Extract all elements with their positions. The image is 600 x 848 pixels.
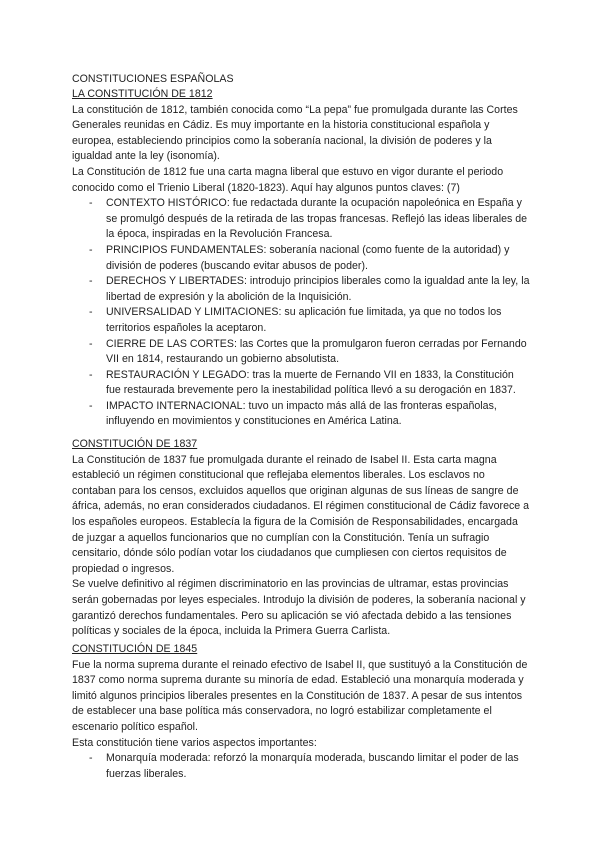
paragraph-1845-main: Fue la norma suprema durante el reinado efectivo de Isabel II, que sustituyó a la Constitución de 1837 como norma suprema durante su minoría de edad. Estableció una monarquía moderada y limitó algunos principios liberales presentes en la Constitución de 1837. A pesar de sus intentos de establecer una base política más conservadora, no logró estabilizar completamente el escenario político español. — [72, 658, 528, 733]
bullet-list-1845 — [72, 751, 530, 782]
section-1837 — [72, 437, 530, 640]
list-item: - DERECHOS Y LIBERTADES: introdujo principios liberales como la igualdad ante la ley, la libertad de expresión y la abolición de la Inquisición. — [72, 274, 530, 305]
document-title: CONSTITUCIONES ESPAÑOLAS — [72, 73, 234, 85]
section-heading-1845: CONSTITUCIÓN DE 1845 — [72, 643, 198, 655]
bullet-list-1812 — [72, 196, 530, 430]
section-heading-1837: CONSTITUCIÓN DE 1837 — [72, 438, 198, 450]
list-item: - Monarquía moderada: reforzó la monarquía moderada, buscando limitar el poder de las fuerzas liberales. — [72, 751, 530, 782]
section-heading-1812: LA CONSTITUCIÓN DE 1812 — [72, 88, 213, 100]
paragraph-1845-intro-list: Esta constitución tiene varios aspectos importantes: — [72, 736, 317, 749]
paragraph-1812-summary: La Constitución de 1812 fue una carta magna liberal que estuvo en vigor durante el periodo conocido como el Trienio Liberal (1820-1823). Aquí hay algunos puntos claves: (7) — [72, 165, 504, 194]
list-item: - IMPACTO INTERNACIONAL: tuvo un impacto más allá de las fronteras españolas, influyendo en movimientos y constituciones en América Latina. — [72, 399, 530, 430]
paragraph-1837-main: La Constitución de 1837 fue promulgada durante el reinado de Isabel II. Esta carta magna estableció un régimen constitucional que reflejaba elementos liberales. Los esclavos no contaban para los censos, excluidos aquellos que originan algunas de sus líneas de sangre de áfrica, además, no eran considerados ciudadanos. El régimen constitucional de Cádiz favorece a los españoles europeos. Establecía la figura de la Comisión de Responsabilidades, encargada de juzgar a aquellos funcionarios que no cumplían con la Constitución. Tenía un sufragio censitario, dónde sólo podían votar los ciudadanos que cumpliesen con ciertos requisitos de propiedad o ingresos. — [72, 453, 530, 575]
list-item: - RESTAURACIÓN Y LEGADO: tras la muerte de Fernando VII en 1833, la Constitución fue restaurada brevemente pero la inestabilidad política llevó a su derogación en 1837. — [72, 368, 530, 399]
list-item: - CIERRE DE LAS CORTES: las Cortes que la promulgaron fueron cerradas por Fernando VII en 1814, restaurando un gobierno absolutista. — [72, 337, 530, 368]
list-item: - CONTEXTO HISTÓRICO: fue redactada durante la ocupación napoleónica en España y se promulgó después de la retirada de las tropas francesas. Reflejó las ideas liberales de la época, inspiradas en la Revolución Francesa. — [72, 196, 530, 243]
list-item: - PRINCIPIOS FUNDAMENTALES: soberanía nacional (como fuente de la autoridad) y división de poderes (buscando evitar abusos de poder). — [72, 243, 530, 274]
list-item: - UNIVERSALIDAD Y LIMITACIONES: su aplicación fue limitada, ya que no todos los territorios españoles la aceptaron. — [72, 305, 530, 336]
paragraph-1812-intro: La constitución de 1812, también conocida como “La pepa” fue promulgada durante las Cortes Generales reunidas en Cádiz. Es muy importante en la historia constitucional española y europea, estableciendo principios como la soberanía nacional, la división de poderes y la igualdad ante la ley (isonomía). — [72, 103, 518, 163]
section-1845 — [72, 642, 530, 782]
section-1812 — [72, 87, 530, 430]
paragraph-1837-second: Se vuelve definitivo al régimen discriminatorio en las provincias de ultramar, estas provincias serán gobernadas por leyes especiales. Introdujo la división de poderes, la soberanía nacional y garantizó derechos fundamentales. Pero su aplicación se vió afectada debido a las tensiones políticas y sociales de la época, incluida la Primera Guerra Carlista. — [72, 578, 526, 638]
